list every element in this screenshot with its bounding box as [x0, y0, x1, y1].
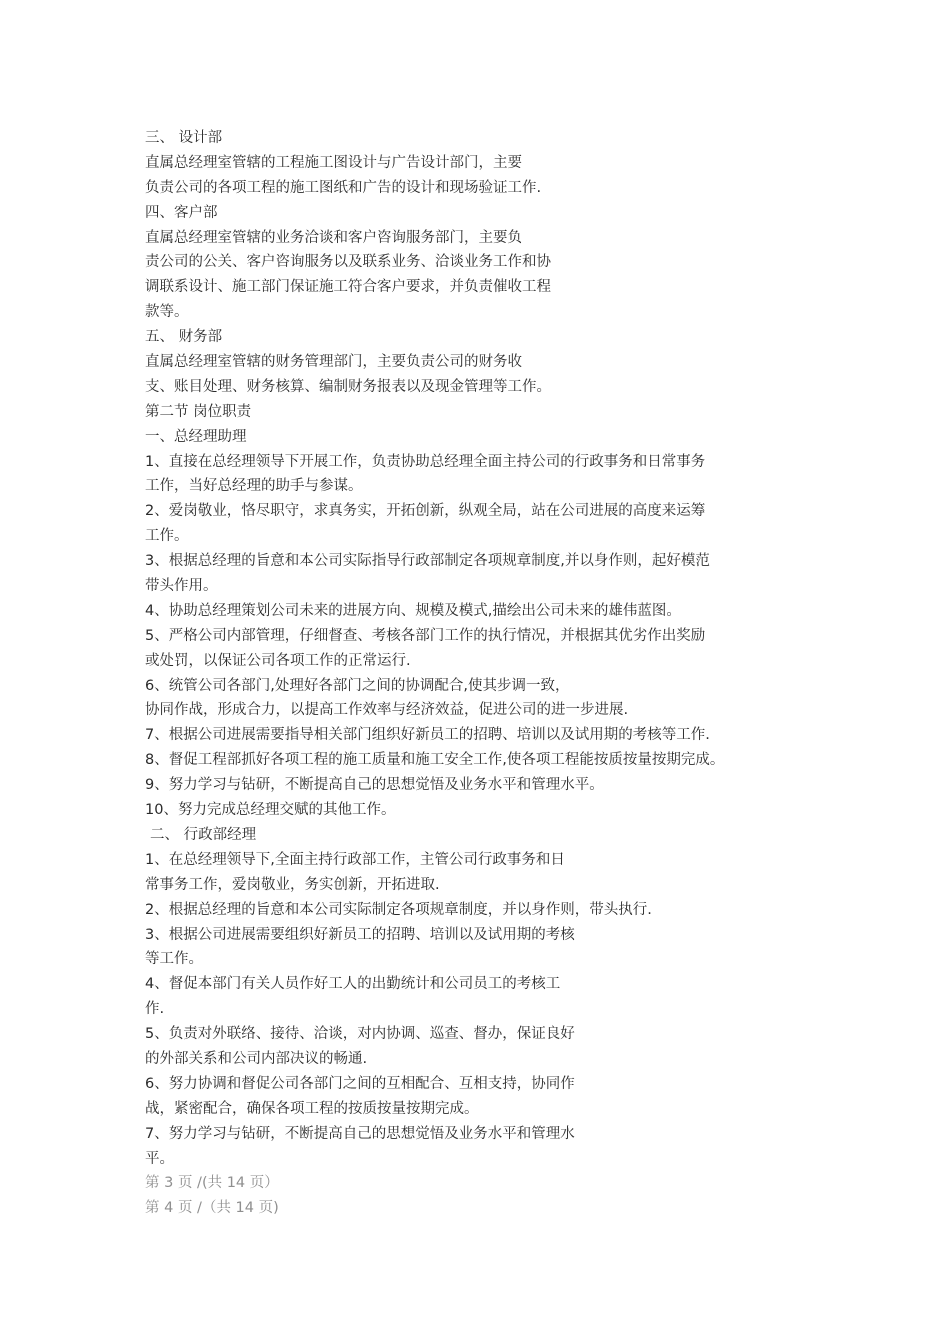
list-item: 2、爱岗敬业，恪尽职守，求真务实，开拓创新，纵观全局，站在公司进展的高度来运筹	[145, 503, 706, 520]
paragraph-line: 款等。	[145, 304, 189, 321]
document-body	[145, 126, 835, 1221]
list-item: 6、努力协调和督促公司各部门之间的互相配合、互相支持，协同作	[145, 1075, 575, 1092]
paragraph-line: 直属总经理室管辖的业务洽谈和客户咨询服务部门，主要负	[145, 229, 522, 246]
list-item: 10、努力完成总经理交赋的其他工作。	[145, 802, 396, 819]
list-item: 7、根据公司进展需要指导相关部门组织好新员工的招聘、培训以及试用期的考核等工作.	[145, 727, 710, 744]
list-item-continuation: 战，紧密配合，确保各项工程的按质按量按期完成。	[145, 1100, 479, 1117]
paragraph-line: 直属总经理室管辖的工程施工图设计与广告设计部门，主要	[145, 154, 522, 171]
list-item-continuation: 工作。	[145, 528, 189, 545]
list-item: 3、根据公司进展需要组织好新员工的招聘、培训以及试用期的考核	[145, 926, 575, 943]
section-heading: 五、 财务部	[145, 329, 223, 346]
paragraph-line: 责公司的公关、客户咨询服务以及联系业务、洽谈业务工作和协	[145, 254, 551, 271]
list-item: 7、努力学习与钻研，不断提高自己的思想觉悟及业务水平和管理水	[145, 1125, 575, 1142]
list-item: 8、督促工程部抓好各项工程的施工质量和施工安全工作,使各项工程能按质按量按期完成。	[145, 752, 725, 769]
section-heading: 一、总经理助理	[145, 428, 247, 445]
list-item-continuation: 带头作用。	[145, 578, 218, 595]
section-heading: 四、客户部	[145, 204, 218, 221]
paragraph-line: 支、账目处理、财务核算、编制财务报表以及现金管理等工作。	[145, 378, 551, 395]
list-item-continuation: 工作，当好总经理的助手与参谋。	[145, 478, 363, 495]
list-item-continuation: 或处罚，以保证公司各项工作的正常运行.	[145, 652, 411, 669]
list-item: 5、负责对外联络、接待、洽谈，对内协调、巡查、督办，保证良好	[145, 1026, 575, 1043]
list-item-continuation: 的外部关系和公司内部决议的畅通.	[145, 1050, 368, 1067]
section-heading: 三、 设计部	[145, 130, 223, 146]
list-item: 4、督促本部门有关人员作好工人的出勤统计和公司员工的考核工	[145, 976, 561, 993]
paragraph-line: 调联系设计、施工部门保证施工符合客户要求，并负责催收工程	[145, 279, 551, 296]
list-item: 1、在总经理领导下,全面主持行政部工作，主管公司行政事务和日	[145, 851, 565, 868]
list-item: 4、协助总经理策划公司未来的进展方向、规模及模式,描绘出公司未来的雄伟蓝图。	[145, 602, 681, 619]
list-item-continuation: 常事务工作，爱岗敬业，务实创新，开拓进取.	[145, 876, 440, 893]
list-item-continuation: 等工作。	[145, 951, 203, 968]
list-item: 3、根据总经理的旨意和本公司实际指导行政部制定各项规章制度,并以身作则，起好模范	[145, 553, 710, 570]
chapter-heading: 第二节 岗位职责	[145, 403, 252, 420]
list-item-continuation: 平。	[145, 1150, 174, 1167]
list-item: 5、严格公司内部管理，仔细督查、考核各部门工作的执行情况，并根据其优劣作出奖励	[145, 627, 706, 644]
list-item: 1、直接在总经理领导下开展工作，负责协助总经理全面主持公司的行政事务和日常事务	[145, 453, 706, 470]
page-number: 第 4 页 /（共 14 页)	[145, 1200, 279, 1217]
paragraph-line: 负责公司的各项工程的施工图纸和广告的设计和现场验证工作.	[145, 179, 542, 196]
list-item: 6、统管公司各部门,处理好各部门之间的协调配合,使其步调一致，	[145, 677, 570, 694]
list-item-continuation: 协同作战，形成合力，以提高工作效率与经济效益，促进公司的进一步进展.	[145, 702, 629, 719]
page-number: 第 3 页 /(共 14 页）	[145, 1175, 279, 1192]
section-heading: 二、 行政部经理	[150, 826, 257, 843]
list-item-continuation: 作.	[145, 1001, 165, 1018]
paragraph-line: 直属总经理室管辖的财务管理部门，主要负责公司的财务收	[145, 354, 522, 371]
list-item: 9、努力学习与钻研，不断提高自己的思想觉悟及业务水平和管理水平。	[145, 777, 604, 794]
list-item: 2、根据总经理的旨意和本公司实际制定各项规章制度，并以身作则，带头执行.	[145, 901, 652, 918]
